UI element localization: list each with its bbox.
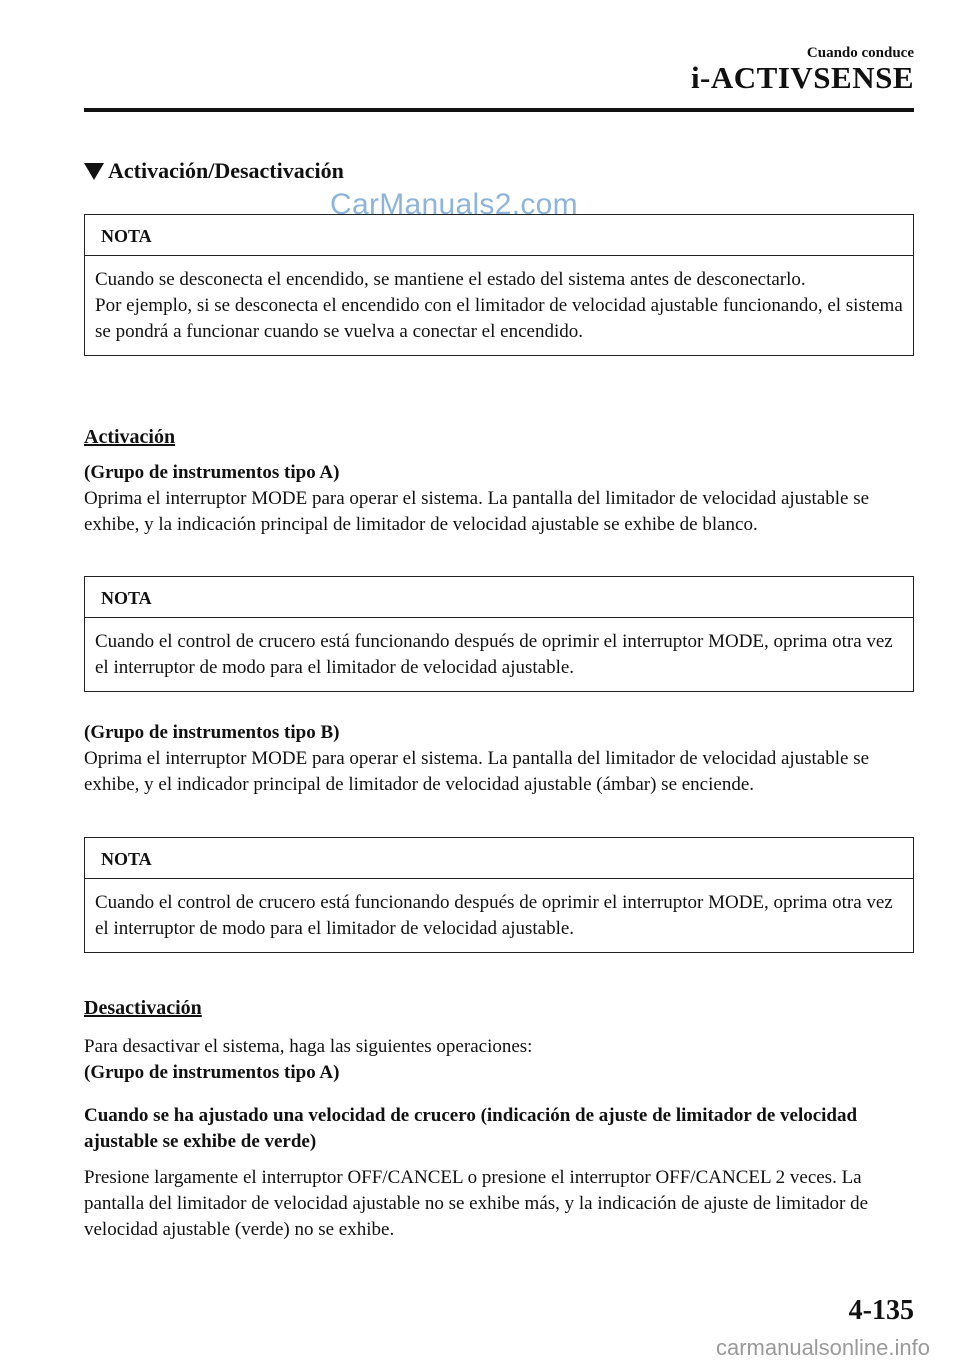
section-heading bbox=[84, 158, 344, 184]
desactivacion-title: Desactivación bbox=[84, 997, 202, 1019]
triangle-down-icon bbox=[84, 163, 104, 180]
page-number: 4-135 bbox=[848, 1295, 914, 1326]
nota-label: NOTA bbox=[85, 577, 913, 618]
desactivacion-tipo-a-title: (Grupo de instrumentos tipo A) bbox=[84, 1062, 340, 1083]
header-section-label: Cuando conduce bbox=[806, 45, 914, 61]
nota-label: NOTA bbox=[85, 215, 913, 256]
tipo-a-title: (Grupo de instrumentos tipo A) bbox=[84, 462, 340, 483]
desactivacion-intro: Para desactivar el sistema, haga las siguientes operaciones: bbox=[84, 1036, 533, 1057]
nota-box-1 bbox=[84, 214, 914, 356]
footer-watermark: carmanualsonline.info bbox=[715, 1335, 930, 1360]
desactivacion-case-text: Presione largamente el interruptor OFF/CANCEL o presione el interruptor OFF/CANCEL 2 veces. La pantalla del limitador de velocidad ajustable no se exhibe más, y la indicación de ajuste de limitador de velocidad ajustable (verde) no se exhibe. bbox=[84, 1167, 869, 1240]
section-heading-text: Activación/Desactivación bbox=[108, 158, 344, 183]
header-divider bbox=[84, 108, 914, 112]
nota-box-3 bbox=[84, 837, 914, 953]
nota-box-2 bbox=[84, 576, 914, 692]
nota-text: Cuando se desconecta el encendido, se mantiene el estado del sistema antes de desconectarlo. Por ejemplo, si se desconecta el encendido con el limitador de velocidad ajustable funcionando, el sistema se pondrá a funcionar cuando se vuelva a conectar el encendido. bbox=[95, 269, 903, 342]
tipo-b-text: Oprima el interruptor MODE para operar el sistema. La pantalla del limitador de velocidad ajustable se exhibe, y el indicador principal de limitador de velocidad ajustable (ámbar) se enciende. bbox=[84, 748, 870, 795]
activacion-title: Activación bbox=[84, 426, 176, 448]
tipo-b-title: (Grupo de instrumentos tipo B) bbox=[84, 722, 340, 743]
header-section-title: i-ACTIVSENSE bbox=[690, 60, 914, 95]
tipo-a-text: Oprima el interruptor MODE para operar el sistema. La pantalla del limitador de velocidad ajustable se exhibe, y la indicación principal de limitador de velocidad ajustable se exhibe de blanco. bbox=[84, 488, 870, 535]
watermark: CarManuals2.com bbox=[330, 188, 578, 221]
desactivacion-case-title: Cuando se ha ajustado una velocidad de crucero (indicación de ajuste de limitador de velocidad ajustable se exhibe de verde) bbox=[84, 1105, 858, 1152]
nota-label: NOTA bbox=[85, 838, 913, 879]
nota-text: Cuando el control de crucero está funcionando después de oprimir el interruptor MODE, oprima otra vez el interruptor de modo para el limitador de velocidad ajustable. bbox=[95, 892, 893, 939]
nota-text: Cuando el control de crucero está funcionando después de oprimir el interruptor MODE, oprima otra vez el interruptor de modo para el limitador de velocidad ajustable. bbox=[95, 631, 893, 678]
